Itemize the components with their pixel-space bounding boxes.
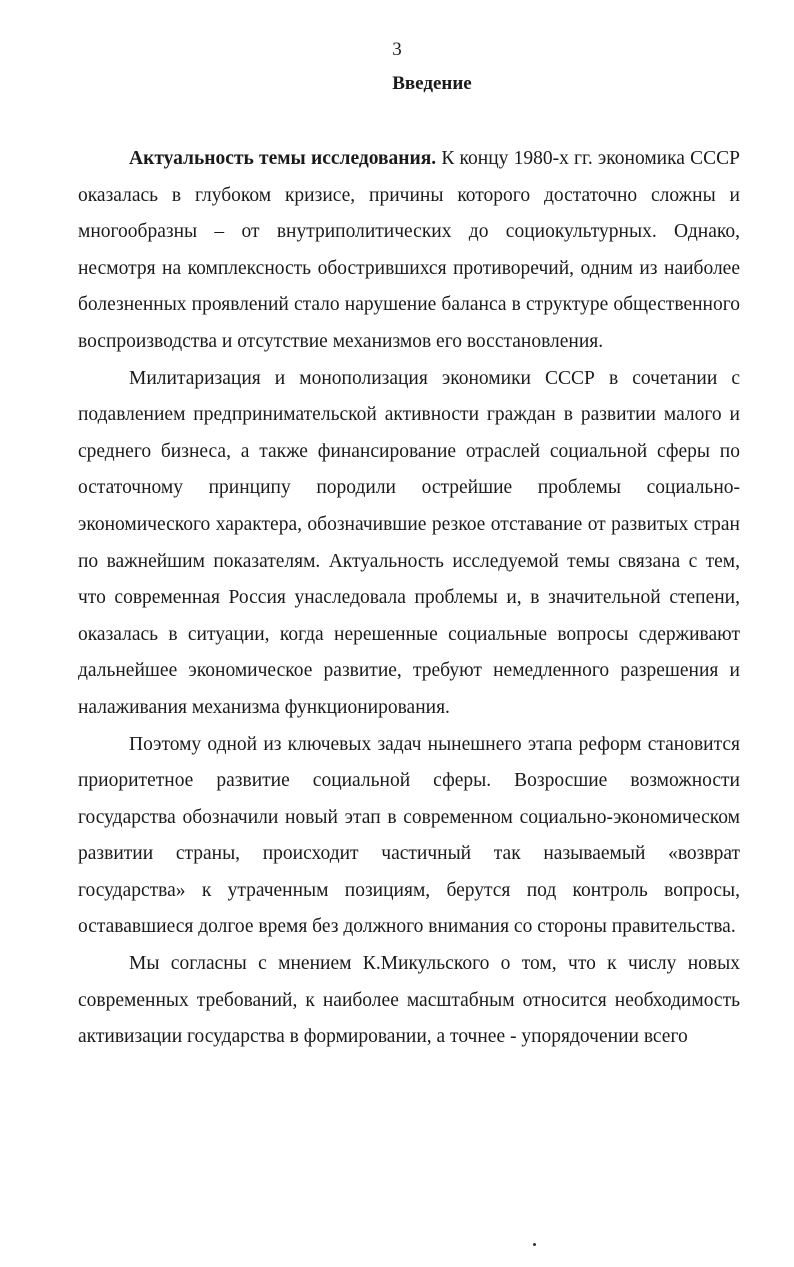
body-text [78,141,740,1056]
paragraph-text: К концу 1980-х гг. экономика СССР оказалась в глубоком кризисе, причины которого достаточно сложны и многообразны – от внутриполитических до социокультурных. Однако, несмотря на комплексность обострившихся противоречий, одним из наиболее болезненных проявлений стало нарушение баланса в структуре общественного воспроизводства и отсутствие механизмов его восстановления. [78,148,740,352]
paragraph-lead: Актуальность темы исследования. [129,148,437,169]
scan-mark [533,1243,536,1246]
page-number: 3 [392,39,402,60]
paragraph-opinion: Мы согласны с мнением К.Микульского о том, что к числу новых современных требований, к наиболее масштабным относится необходимость активизации государства в формировании, а точнее - упорядочении всего [78,953,740,1048]
section-heading: Введение [392,73,472,94]
paragraph-militarization: Милитаризация и монополизация экономики СССР в сочетании с подавлением предпринимательской активности граждан в развитии малого и среднего бизнеса, а также финансирование отраслей социальной сферы по остаточному принципу породили острейшие проблемы социально-экономического характера, обозначившие резкое отставание от развитых стран по важнейшим показателям. Актуальность исследуемой темы связана с тем, что современная Россия унаследовала проблемы и, в значительной степени, оказалась в ситуации, когда нерешенные социальные вопросы сдерживают дальнейшее экономическое развитие, требуют немедленного разрешения и налаживания механизма функционирования. [78,367,740,718]
paragraph-relevance [78,141,740,361]
paragraph-priority: Поэтому одной из ключевых задач нынешнего этапа реформ становится приоритетное развитие социальной сферы. Возросшие возможности государства обозначили новый этап в современном социально-экономическом развитии страны, происходит частичный так называемый «возврат государства» к утраченным позициям, берутся под контроль вопросы, остававшиеся долгое время без должного внимания со стороны правительства. [78,733,740,938]
